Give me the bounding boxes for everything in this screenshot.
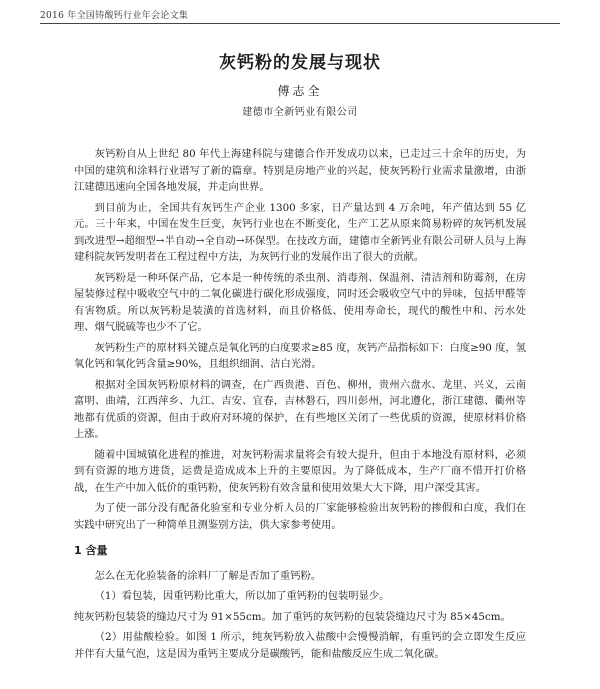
paragraph-4: 灰钙粉生产的原材料关键点是氧化钙的白度要求≥85 度，灰钙产品指标如下：白度≥90 度，氢氧化钙和氧化钙含量≥90%，且组织细润、洁白光滑。 (74, 341, 526, 370)
packaging-detail: 纯灰钙粉包装袋的缝边尺寸为 91×55cm。加了重钙的灰钙粉的包装袋缝边尺寸为 85×45cm。 (74, 610, 511, 623)
running-header: 2016 年全国铸酸钙行业年会论文集 (40, 8, 560, 24)
author-name: 傅志全 (277, 84, 323, 98)
section-intro: 怎么在无化验装备的涂料厂了解是否加了重钙粉。 (94, 569, 322, 582)
paragraph-3: 灰钙粉是一种环保产品，它本是一种传统的杀虫剂、消毒剂、保温剂、清洁剂和防霉剂，在房屋装修过程中吸收空气中的二氧化碳进行碳化形成强度，同时还会吸收空气中的异味，包括甲醛等有害物质。所以灰钙粉是装潢的首选材料，而且价格低、使用寿命长，现代的酸性中和、污水处理、烟气脱硫等也少不了它。 (74, 271, 526, 333)
paragraph-7: 为了使一部分没有配备化验室和专业分析人员的厂家能够检验出灰钙粉的掺假和白度，我们在实践中研究出了一种简单且测鉴别方法，供大家参考使用。 (74, 502, 526, 531)
author-affiliation: 建德市全新钙业有限公司 (242, 107, 358, 118)
article-title: 灰钙粉的发展与现状 (219, 53, 381, 73)
paragraph-1: 灰钙粉自从上世纪 80 年代上海建科院与建德合作开发成功以来，已走过三十余年的历史，为中国的建筑和涂料行业谱写了新的篇章。特别是房地产业的兴起，使灰钙粉行业需求量激增，由浙江建德迅速向全国各地发展，并走向世界。 (74, 148, 526, 193)
section-heading-content: 1 含量 (74, 544, 108, 557)
list-item-hydrochloric-acid: （2）用盐酸检验。如图 1 所示，纯灰钙粉放入盐酸中会慢慢消解，有重钙的会立即发生反应并伴有大量气泡，这是因为重钙主要成分是碳酸钙，能和盐酸反应生成二氧化碳。 (74, 631, 526, 660)
article-body (74, 146, 526, 666)
paragraph-2: 到目前为止，全国共有灰钙生产企业 1300 多家，日产量达到 4 万余吨，年产值达到 55 亿元。三十年来，中国在发生巨变，灰钙行业也在不断变化，生产工艺从原来简易粉碎的灰钙机发展到改进型→超细型→半自动→全自动→环保型。在技改方面，建德市全新钙业有限公司研人员与上海建科院灰钙发明者在工程过程中方法，为灰钙行业的发展作出了很大的贡献。 (74, 201, 526, 263)
paragraph-5: 根据对全国灰钙粉原材料的调查，在广西贵港、百色、柳州，贵州六盘水、龙里、兴义，云南富明、曲靖，江西萍乡、九江、吉安、宜春，吉林磐石，四川彭州，河北遵化，浙江建德、衢州等地都有优质的资源，但由于政府对环境的保护，在有些地区关闭了一些优质的资源，使原材料价格上涨。 (74, 378, 526, 440)
list-item-packaging: （1）看包装，因重钙粉比重大，所以加了重钙粉的包装明显少。 (94, 590, 390, 602)
paragraph-6: 随着中国城镇化进程的推进，对灰钙粉需求量将会有较大提升，但由于本地没有原材料，必须到有资源的地方进货，运费是造成成本上升的主要原因。为了降低成本，生产厂商不惜开打价格战，在生产中加入低价的重钙粉，使灰钙粉有效含量和使用效果大大下降，用户深受其害。 (74, 448, 526, 494)
